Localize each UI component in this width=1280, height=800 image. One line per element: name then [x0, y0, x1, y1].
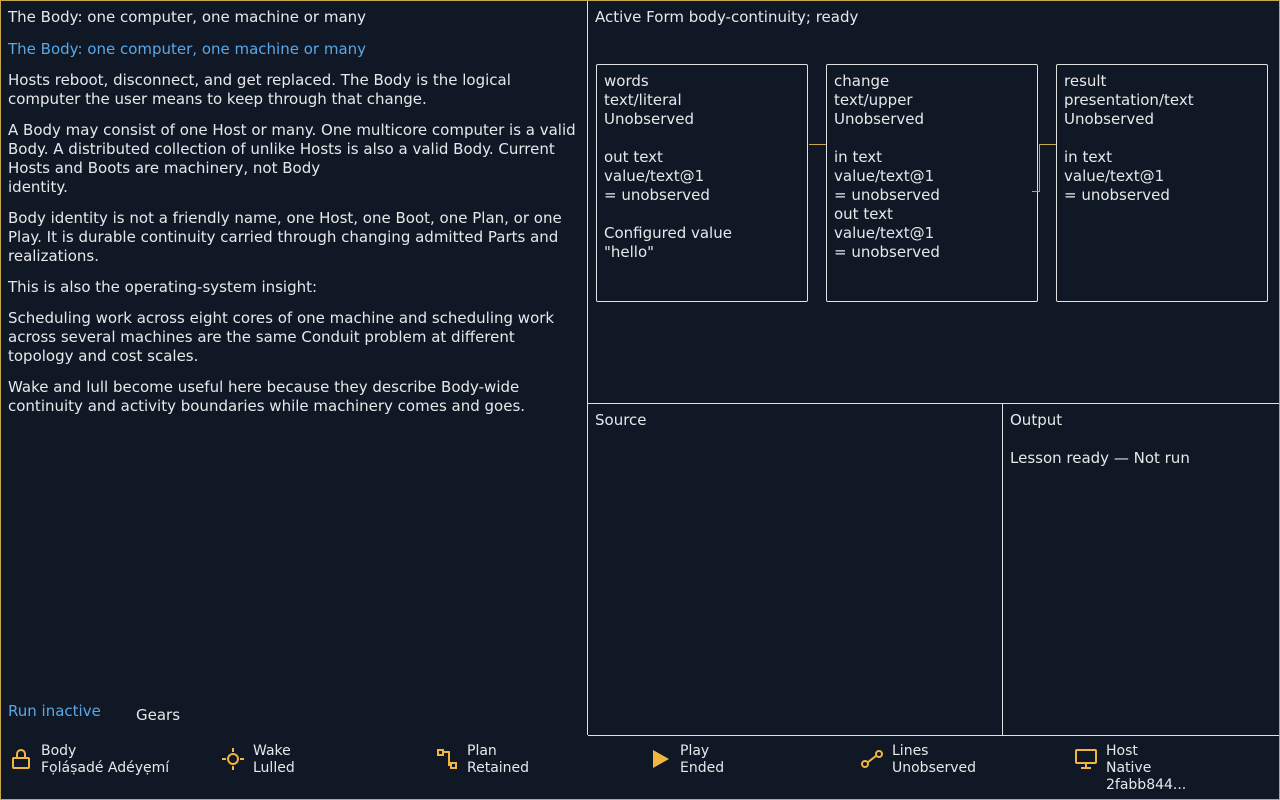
lesson-paragraph: This is also the operating-system insight:: [8, 278, 318, 296]
status-bar: [1, 736, 1279, 798]
node-line: "hello": [604, 243, 655, 261]
output-status: Lesson ready — Not run: [1010, 449, 1190, 467]
node-line: result: [1064, 72, 1107, 90]
node-line: text/literal: [604, 91, 682, 109]
lesson-paragraph: A Body may consist of one Host or many. One multicore computer is a valid Body. A distributed collection of unlike Hosts is also a valid Body. Current Hosts and Boots are machinery, not Body identity.: [8, 121, 576, 196]
source-label: Source: [595, 411, 647, 429]
node-line: = unobserved: [604, 186, 710, 204]
status-extra: 2fabb844...: [1106, 777, 1187, 793]
node-line: = unobserved: [834, 186, 940, 204]
node-line: value/text@1: [604, 167, 705, 185]
run-button[interactable]: Run inactive: [8, 702, 101, 720]
lock-icon: [9, 747, 33, 771]
source-pane[interactable]: [588, 404, 1003, 736]
node-line: = unobserved: [1064, 186, 1170, 204]
node-line: [1064, 129, 1260, 148]
status-value: Ended: [680, 760, 725, 776]
node-port-out[interactable]: out text: [604, 148, 663, 166]
lesson-link[interactable]: The Body: one computer, one machine or many: [8, 40, 367, 58]
lesson-body: [8, 71, 580, 428]
status-play[interactable]: [648, 743, 724, 777]
status-plan[interactable]: [435, 743, 529, 777]
lesson-paragraph: Scheduling work across eight cores of one machine and scheduling work across several machines are the same Conduit problem at different topology and cost scales.: [8, 309, 555, 365]
node-line: Unobserved: [834, 110, 925, 128]
status-value: Retained: [467, 760, 530, 776]
node-line: [604, 129, 800, 148]
status-value: Fọláṣadé Adéyẹmí: [41, 760, 170, 776]
status-value: Native: [1106, 760, 1152, 776]
lesson-paragraph: Hosts reboot, disconnect, and get replaced. The Body is the logical computer the user means to keep through that change.: [8, 71, 511, 108]
status-value: Lulled: [253, 760, 295, 776]
status-body[interactable]: [9, 743, 169, 777]
node-words[interactable]: [596, 64, 808, 302]
play-icon: [648, 747, 672, 771]
gears-button[interactable]: Gears: [136, 706, 181, 724]
node-port-in[interactable]: in text: [834, 148, 883, 166]
node-line: Unobserved: [604, 110, 695, 128]
status-wake[interactable]: [221, 743, 295, 777]
output-pane: [1003, 404, 1279, 736]
form-title: Active Form body-continuity; ready: [595, 8, 859, 26]
node-port-out[interactable]: out text: [834, 205, 893, 223]
node-line: presentation/text: [1064, 91, 1194, 109]
monitor-icon: [1074, 747, 1098, 771]
status-lines[interactable]: [860, 743, 976, 777]
node-line: value/text@1: [1064, 167, 1165, 185]
node-line: text/upper: [834, 91, 913, 109]
wire-change-result-top: [1039, 144, 1056, 145]
plan-icon: [435, 747, 459, 771]
lesson-pane: [1, 1, 588, 735]
node-result[interactable]: [1056, 64, 1268, 302]
status-label: Host: [1106, 743, 1138, 759]
node-line: [604, 205, 800, 224]
lines-icon: [860, 747, 884, 771]
lesson-paragraph: Body identity is not a friendly name, one Host, one Boot, one Plan, or one Play. It is durable continuity carried through changing admitted Parts and realizations.: [8, 209, 562, 265]
status-host[interactable]: [1074, 743, 1186, 794]
node-change[interactable]: [826, 64, 1038, 302]
node-port-in[interactable]: in text: [1064, 148, 1113, 166]
node-line: value/text@1: [834, 224, 935, 242]
lesson-title: The Body: one computer, one machine or many: [8, 8, 367, 26]
wire-words-change: [809, 144, 826, 145]
node-line: Unobserved: [1064, 110, 1155, 128]
wire-change-result-vertical: [1039, 144, 1049, 192]
status-label: Play: [680, 743, 710, 759]
status-label: Body: [41, 743, 77, 759]
node-line: Configured value: [604, 224, 732, 242]
node-line: [834, 129, 1030, 148]
status-value: Unobserved: [892, 760, 977, 776]
lesson-paragraph: Wake and lull become useful here because they describe Body-wide continuity and activity boundaries while machinery comes and goes.: [8, 378, 526, 415]
sun-icon: [221, 747, 245, 771]
node-line: words: [604, 72, 649, 90]
status-label: Wake: [253, 743, 291, 759]
form-pane: [588, 1, 1279, 404]
status-label: Lines: [892, 743, 929, 759]
node-line: value/text@1: [834, 167, 935, 185]
node-line: = unobserved: [834, 243, 940, 261]
node-line: change: [834, 72, 890, 90]
status-label: Plan: [467, 743, 497, 759]
wire-change-result-bottom: [1032, 191, 1040, 192]
output-label: Output: [1010, 411, 1063, 429]
